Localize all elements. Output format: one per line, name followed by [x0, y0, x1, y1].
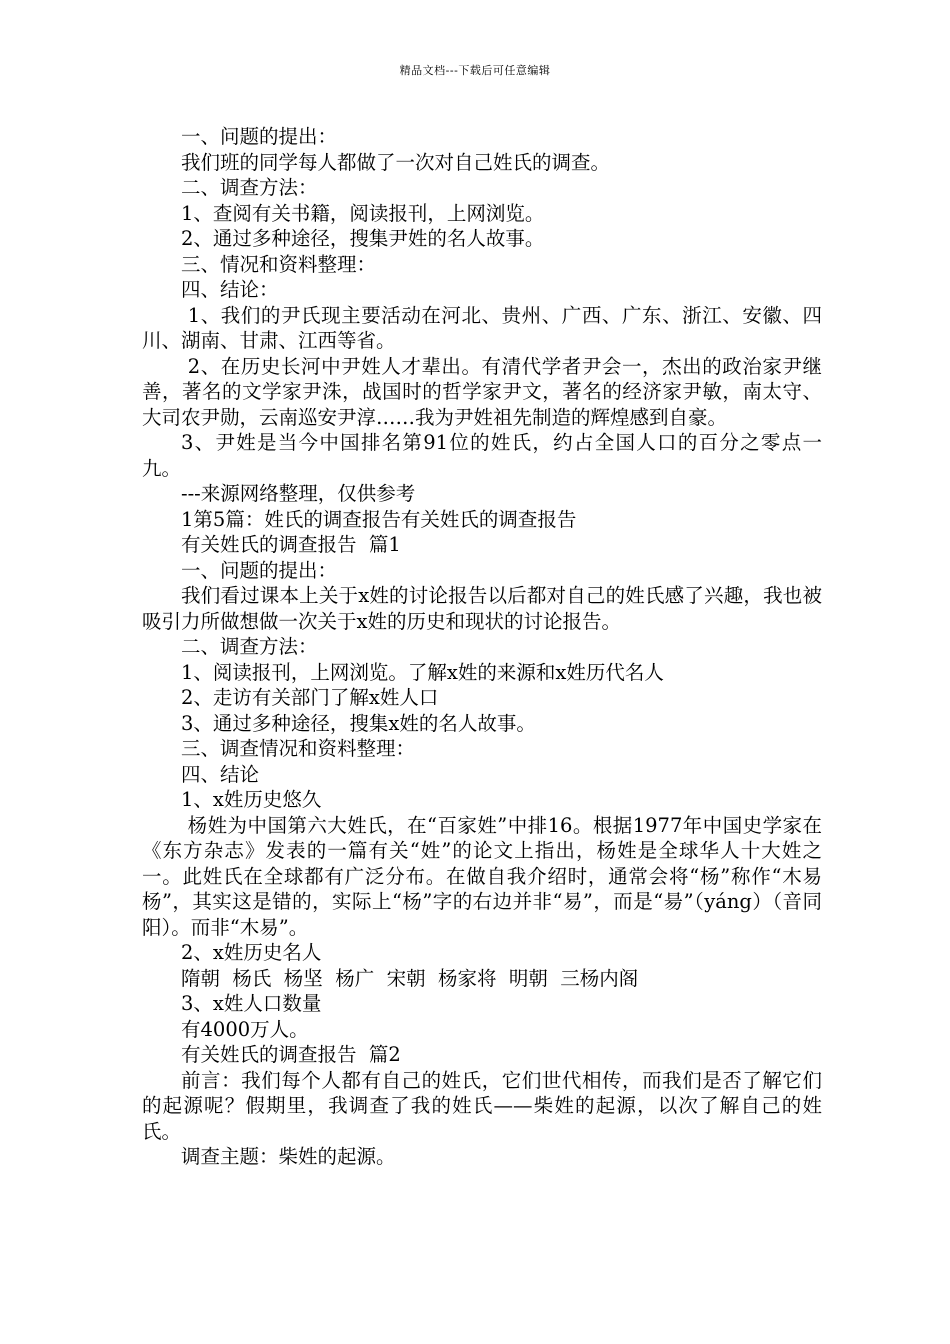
paragraph: 隋朝 杨氏 杨坚 杨广 宋朝 杨家将 明朝 三杨内阁: [181, 966, 639, 990]
paragraph: 1第5篇：姓氏的调查报告有关姓氏的调查报告: [181, 507, 577, 531]
paragraph: 2、通过多种途径，搜集尹姓的名人故事。: [181, 227, 545, 250]
paragraph: 有关姓氏的调查报告 篇2: [181, 1043, 401, 1066]
paragraph: 2、在历史长河中尹姓人才辈出。有清代学者尹会一，杰出的政治家尹继善，著名的文学家尹洙，战国时的哲学家尹文，著名的经济家尹敏，南太守、大司农尹勋，云南巡安尹淳……我为尹姓祖先制造的辉煌感到自豪。: [142, 354, 822, 429]
paragraph: 四、结论：: [181, 278, 279, 301]
paragraph: 有关姓氏的调查报告 篇1: [181, 533, 401, 556]
document-body: [142, 124, 822, 1170]
paragraph: 前言：我们每个人都有自己的姓氏，它们世代相传，而我们是否了解它们的起源呢？假期里，我调查了我的姓氏——柴姓的起源，以次了解自己的姓氏。: [142, 1068, 822, 1143]
page-header: 精品文档---下载后可任意编辑: [399, 64, 551, 77]
paragraph: 有4000万人。: [181, 1017, 309, 1041]
paragraph: 二、调查方法：: [181, 635, 318, 658]
paragraph: ---来源网络整理，仅供参考: [181, 482, 416, 505]
paragraph: 3、x姓人口数量: [181, 992, 322, 1015]
paragraph: 调查主题：柴姓的起源。: [181, 1145, 396, 1168]
paragraph: 杨姓为中国第六大姓氏，在“百家姓”中排16。根据1977年中国史学家在《东方杂志》发表的一篇有关“姓”的论文上指出，杨姓是全球华人十大姓之一。此姓氏在全球都有广泛分布。在做自我介绍时，通常会将“杨”称作“木易杨”，其实这是错的，实际上“杨”字的右边并非“易”，而是“昜”（yáng）（音同阳）。而非“木易”。: [142, 813, 822, 939]
paragraph: 1、阅读报刊，上网浏览。了解x姓的来源和x姓历代名人: [181, 660, 664, 684]
paragraph: 1、x姓历史悠久: [181, 788, 322, 811]
paragraph: 3、尹姓是当今中国排名第91位的姓氏，约占全国人口的百分之零点一九。: [142, 431, 822, 480]
paragraph: 二、调查方法：: [181, 176, 318, 199]
paragraph: 1、查阅有关书籍，阅读报刊，上网浏览。: [181, 201, 545, 225]
paragraph: 三、情况和资料整理：: [181, 252, 377, 276]
paragraph: 一、问题的提出：: [181, 125, 338, 148]
paragraph: 我们班的同学每人都做了一次对自己姓氏的调查。: [181, 150, 611, 174]
paragraph: 1、我们的尹氏现主要活动在河北、贵州、广西、广东、浙江、安徽、四川、湖南、甘肃、江西等省。: [142, 303, 822, 352]
paragraph: 2、x姓历史名人: [181, 941, 322, 964]
paragraph: 一、问题的提出：: [181, 558, 338, 582]
paragraph: 三、调查情况和资料整理：: [181, 737, 416, 760]
paragraph: 我们看过课本上关于x姓的讨论报告以后都对自己的姓氏感了兴趣，我也被吸引力所做想做一次关于x姓的历史和现状的讨论报告。: [142, 584, 822, 633]
paragraph: 2、走访有关部门了解x姓人口: [181, 686, 439, 709]
paragraph: 四、结论: [181, 762, 260, 786]
paragraph: 3、通过多种途径，搜集x姓的名人故事。: [181, 711, 536, 735]
